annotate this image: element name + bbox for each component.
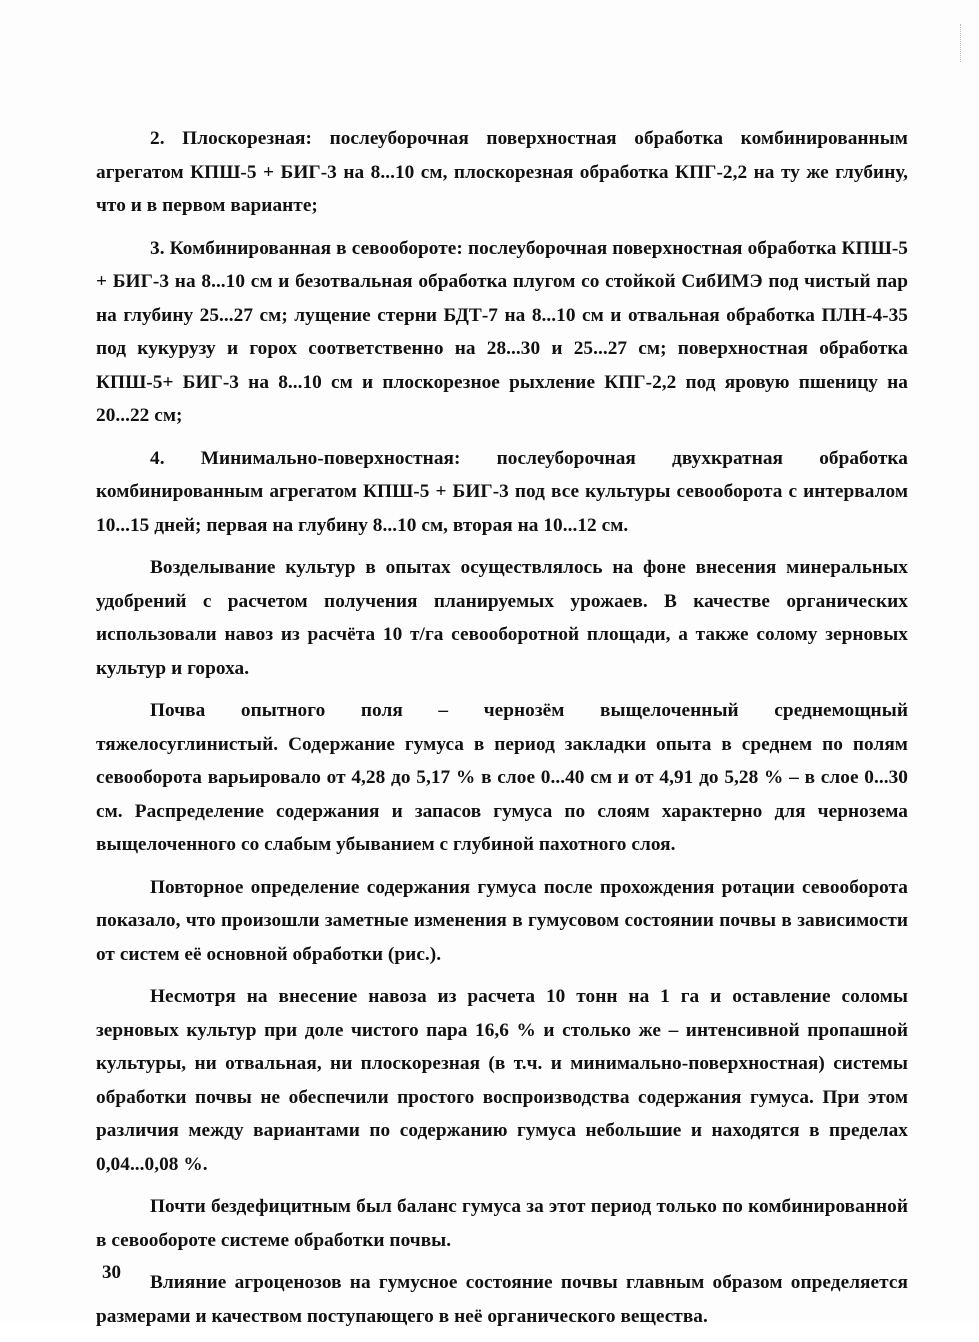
paragraph-option-2: 2. Плоскорезная: послеуборочная поверхностная обработка комбинированным агрегатом КПШ-5 + БИГ-3 на 8...10 см, плоскорезная обработка КПГ-2,2 на ту же глубину, что и в первом варианте; [96,128,908,216]
paragraph-agrocenoses: Влияние агроценозов на гумусное состояние почвы главным образом определяется размерами и качеством поступающего в неё органического вещества. [96,1272,908,1327]
paragraph-option-3: 3. Комбинированная в севообороте: послеуборочная поверхностная обработка КПШ-5 + БИГ-3 на 8...10 см и безотвальная обработка плугом со стойкой СибИМЭ под чистый пар на глубину 25...27 см; лущение стерни БДТ-7 на 8...10 см и отвальная обработка ПЛН-4-35 под кукурузу и горох соответственно на 28...30 и 25...27 см; поверхностная обработка КПШ-5+ БИГ-3 на 8...10 см и плоскорезное рыхление КПГ-2,2 под яровую пшеницу на 20...22 см; [96,237,908,426]
scan-edge-mark [955,24,961,62]
paragraph-soil: Почва опытного поля – чернозём выщелоченный среднемощный тяжелосуглинистый. Содержание гумуса в период закладки опыта в среднем по полям севооборота варьировало от 4,28 до 5,17 % в слое 0...40 см и от 4,91 до 5,28 % – в слое 0...30 см. Распределение содержания и запасов гумуса по слоям характерно для чернозема выщелоченного со слабым убыванием с глубиной пахотного слоя. [96,700,908,855]
paragraph-option-4: 4. Минимально-поверхностная: послеуборочная двухкратная обработка комбинированным агрегатом КПШ-5 + БИГ-3 под все культуры севооборота с интервалом 10...15 дней; первая на глубину 8...10 см, вторая на 10...12 см. [96,447,908,536]
body-text [96,122,908,1342]
page-number: 30 [102,1262,121,1283]
paragraph-manure: Несмотря на внесение навоза из расчета 10 тонн на 1 га и оставление соломы зерновых культур при доле чистого пара 16,6 % и столько же – интенсивной пропашной культуры, ни отвальная, ни плоскорезная (в т.ч. и минимально-поверхностная) системы обработки почвы не обеспечили простого воспроизводства содержания гумуса. При этом различия между вариантами по содержанию гумуса небольшие и находятся в пределах 0,04...0,08 %. [96,986,908,1175]
paragraph-balance: Почти бездефицитным был баланс гумуса за этот период только по комбинированной в севообороте системе обработки почвы. [96,1196,908,1251]
paragraph-fertilizers: Возделывание культур в опытах осуществлялось на фоне внесения минеральных удобрений с расчетом получения планируемых урожаев. В качестве органических использовали навоз из расчёта 10 т/га севооборотной площади, а также солому зерновых культур и гороха. [96,557,908,679]
paragraph-repeat-measurement: Повторное определение содержания гумуса после прохождения ротации севооборота показало, что произошли заметные изменения в гумусовом состоянии почвы в зависимости от систем её основной обработки (рис.). [96,876,908,965]
